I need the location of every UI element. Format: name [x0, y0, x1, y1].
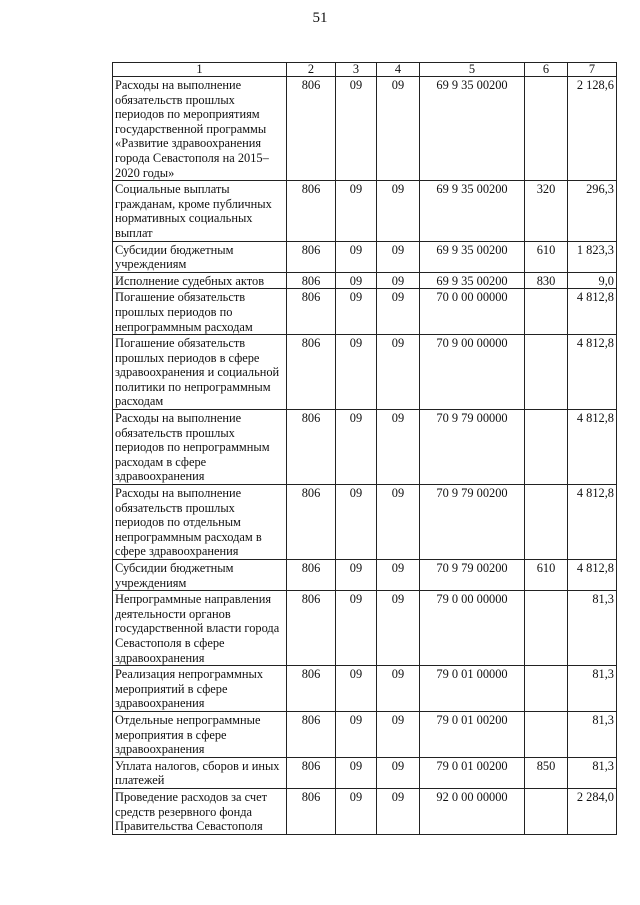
- row-amount-cell: 81,3: [568, 591, 617, 666]
- row-target-article-cell: 69 9 35 00200: [420, 272, 525, 289]
- row-ved-cell: 806: [287, 77, 336, 181]
- table-row: [113, 560, 617, 591]
- row-name-cell: Расходы на выполнение обязательств прошлых периодов по отдельным непрограммным расходам в сфере здравоохранения: [113, 485, 287, 560]
- row-ved-cell: 806: [287, 560, 336, 591]
- row-expense-type-cell: [525, 666, 568, 712]
- table-row: [113, 241, 617, 272]
- table-row: [113, 591, 617, 666]
- row-section-cell: 09: [336, 410, 377, 485]
- row-ved-cell: 806: [287, 181, 336, 241]
- row-ved-cell: 806: [287, 757, 336, 788]
- row-section-cell: 09: [336, 757, 377, 788]
- row-name-cell: Проведение расходов за счет средств резервного фонда Правительства Севастополя: [113, 788, 287, 834]
- row-expense-type-cell: [525, 711, 568, 757]
- row-amount-cell: 296,3: [568, 181, 617, 241]
- row-amount-cell: 4 812,8: [568, 560, 617, 591]
- row-amount-cell: 81,3: [568, 711, 617, 757]
- row-target-article-cell: 70 9 79 00200: [420, 485, 525, 560]
- row-ved-cell: 806: [287, 485, 336, 560]
- row-expense-type-cell: 850: [525, 757, 568, 788]
- table-row: [113, 289, 617, 335]
- row-name-cell: Непрограммные направления деятельности органов государственной власти города Севастополя в сфере здравоохранения: [113, 591, 287, 666]
- row-subsection-cell: 09: [377, 181, 420, 241]
- row-expense-type-cell: [525, 485, 568, 560]
- budget-table: [112, 62, 617, 835]
- row-expense-type-cell: [525, 77, 568, 181]
- row-name-cell: Отдельные непрограммные мероприятия в сфере здравоохранения: [113, 711, 287, 757]
- table-row: [113, 666, 617, 712]
- row-expense-type-cell: [525, 591, 568, 666]
- row-name-cell: Расходы на выполнение обязательств прошлых периодов по непрограммным расходам в сфере здравоохранения: [113, 410, 287, 485]
- row-subsection-cell: 09: [377, 335, 420, 410]
- row-name-cell: Расходы на выполнение обязательств прошлых периодов по мероприятиям государственной программы «Развитие здравоохранения города Севастополя на 2015–2020 годы»: [113, 77, 287, 181]
- row-amount-cell: 4 812,8: [568, 289, 617, 335]
- row-ved-cell: 806: [287, 788, 336, 834]
- row-target-article-cell: 79 0 01 00200: [420, 757, 525, 788]
- column-header: 4: [377, 63, 420, 77]
- table-row: [113, 757, 617, 788]
- row-amount-cell: 2 284,0: [568, 788, 617, 834]
- row-amount-cell: 4 812,8: [568, 485, 617, 560]
- row-ved-cell: 806: [287, 335, 336, 410]
- row-amount-cell: 4 812,8: [568, 410, 617, 485]
- row-section-cell: 09: [336, 181, 377, 241]
- row-section-cell: 09: [336, 241, 377, 272]
- row-amount-cell: 81,3: [568, 757, 617, 788]
- row-subsection-cell: 09: [377, 410, 420, 485]
- row-subsection-cell: 09: [377, 241, 420, 272]
- row-target-article-cell: 70 9 79 00000: [420, 410, 525, 485]
- column-header: 3: [336, 63, 377, 77]
- row-expense-type-cell: [525, 410, 568, 485]
- row-subsection-cell: 09: [377, 591, 420, 666]
- row-subsection-cell: 09: [377, 289, 420, 335]
- row-ved-cell: 806: [287, 289, 336, 335]
- row-expense-type-cell: 610: [525, 560, 568, 591]
- row-ved-cell: 806: [287, 711, 336, 757]
- row-expense-type-cell: 320: [525, 181, 568, 241]
- row-name-cell: Погашение обязательств прошлых периодов в сфере здравоохранения и социальной политики по непрограммным расходам: [113, 335, 287, 410]
- row-target-article-cell: 69 9 35 00200: [420, 181, 525, 241]
- row-name-cell: Реализация непрограммных мероприятий в сфере здравоохранения: [113, 666, 287, 712]
- row-section-cell: 09: [336, 272, 377, 289]
- row-target-article-cell: 92 0 00 00000: [420, 788, 525, 834]
- table-header-row: [113, 63, 617, 77]
- row-section-cell: 09: [336, 335, 377, 410]
- row-subsection-cell: 09: [377, 272, 420, 289]
- table-row: [113, 485, 617, 560]
- row-section-cell: 09: [336, 711, 377, 757]
- row-target-article-cell: 69 9 35 00200: [420, 241, 525, 272]
- table-row: [113, 788, 617, 834]
- table-row: [113, 181, 617, 241]
- row-name-cell: Субсидии бюджетным учреждениям: [113, 241, 287, 272]
- table-row: [113, 272, 617, 289]
- table-row: [113, 77, 617, 181]
- row-amount-cell: 1 823,3: [568, 241, 617, 272]
- row-amount-cell: 81,3: [568, 666, 617, 712]
- row-name-cell: Субсидии бюджетным учреждениям: [113, 560, 287, 591]
- row-target-article-cell: 70 9 79 00200: [420, 560, 525, 591]
- row-target-article-cell: 79 0 01 00000: [420, 666, 525, 712]
- row-amount-cell: 4 812,8: [568, 335, 617, 410]
- row-subsection-cell: 09: [377, 666, 420, 712]
- page-number: 51: [312, 10, 328, 26]
- column-header: 6: [525, 63, 568, 77]
- row-target-article-cell: 79 0 00 00000: [420, 591, 525, 666]
- row-subsection-cell: 09: [377, 560, 420, 591]
- row-section-cell: 09: [336, 591, 377, 666]
- table-row: [113, 711, 617, 757]
- row-section-cell: 09: [336, 788, 377, 834]
- row-subsection-cell: 09: [377, 77, 420, 181]
- row-ved-cell: 806: [287, 666, 336, 712]
- column-header: 1: [113, 63, 287, 77]
- row-expense-type-cell: [525, 788, 568, 834]
- row-ved-cell: 806: [287, 410, 336, 485]
- row-section-cell: 09: [336, 485, 377, 560]
- row-amount-cell: 9,0: [568, 272, 617, 289]
- row-expense-type-cell: 830: [525, 272, 568, 289]
- table-row: [113, 335, 617, 410]
- table-row: [113, 410, 617, 485]
- row-target-article-cell: 70 0 00 00000: [420, 289, 525, 335]
- column-header: 2: [287, 63, 336, 77]
- row-expense-type-cell: 610: [525, 241, 568, 272]
- row-ved-cell: 806: [287, 591, 336, 666]
- row-name-cell: Уплата налогов, сборов и иных платежей: [113, 757, 287, 788]
- row-target-article-cell: 70 9 00 00000: [420, 335, 525, 410]
- row-subsection-cell: 09: [377, 485, 420, 560]
- row-subsection-cell: 09: [377, 788, 420, 834]
- row-section-cell: 09: [336, 77, 377, 181]
- row-target-article-cell: 69 9 35 00200: [420, 77, 525, 181]
- row-section-cell: 09: [336, 289, 377, 335]
- row-amount-cell: 2 128,6: [568, 77, 617, 181]
- row-ved-cell: 806: [287, 241, 336, 272]
- row-expense-type-cell: [525, 289, 568, 335]
- row-subsection-cell: 09: [377, 757, 420, 788]
- column-header: 7: [568, 63, 617, 77]
- row-section-cell: 09: [336, 666, 377, 712]
- column-header: 5: [420, 63, 525, 77]
- row-expense-type-cell: [525, 335, 568, 410]
- row-name-cell: Исполнение судебных актов: [113, 272, 287, 289]
- row-ved-cell: 806: [287, 272, 336, 289]
- row-target-article-cell: 79 0 01 00200: [420, 711, 525, 757]
- row-subsection-cell: 09: [377, 711, 420, 757]
- row-section-cell: 09: [336, 560, 377, 591]
- row-name-cell: Социальные выплаты гражданам, кроме публичных нормативных социальных выплат: [113, 181, 287, 241]
- row-name-cell: Погашение обязательств прошлых периодов по непрограммным расходам: [113, 289, 287, 335]
